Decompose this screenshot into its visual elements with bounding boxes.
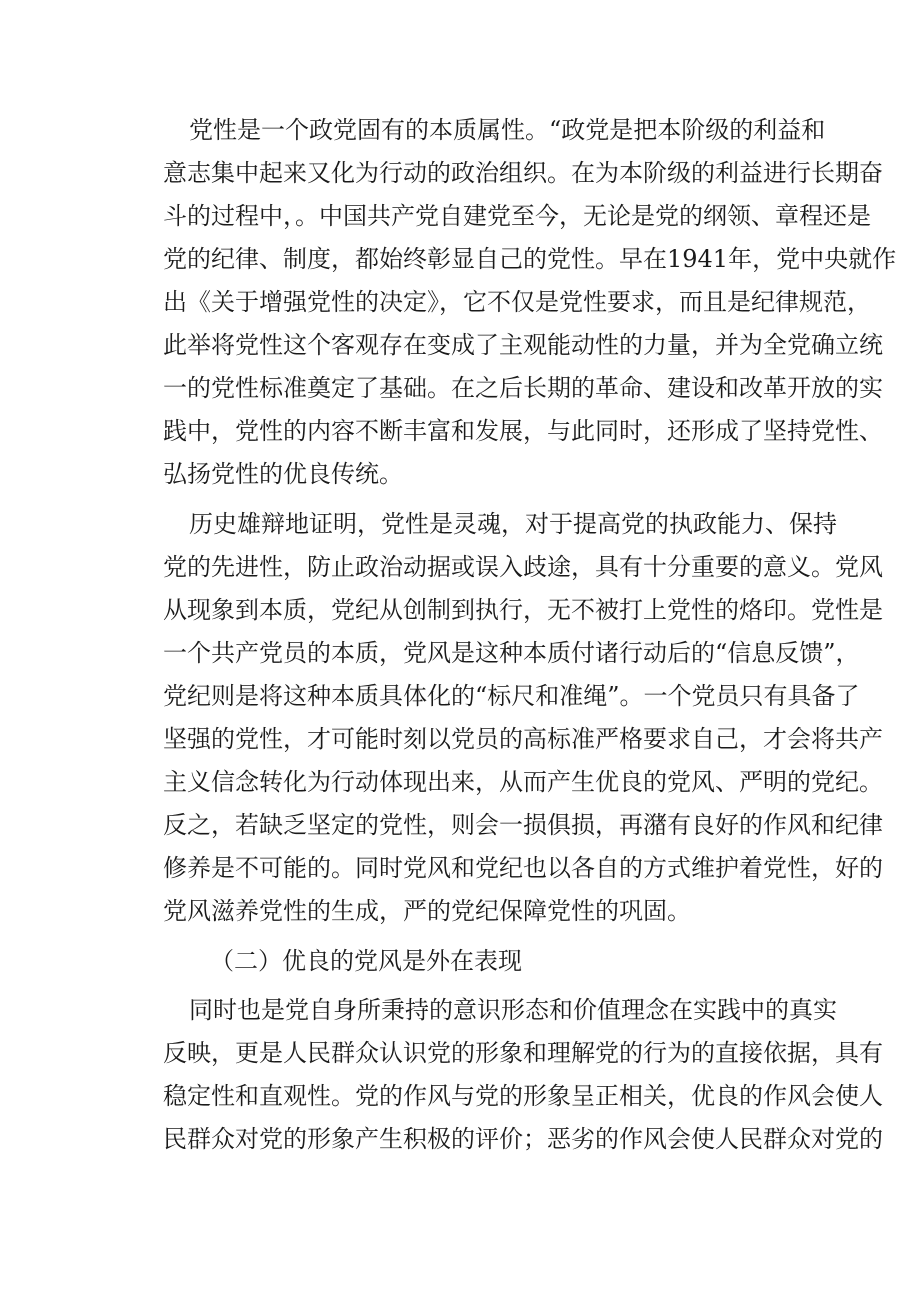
- text-line: 党的先进性，防止政治动据或误入歧途，具有十分重要的意义。党风: [163, 553, 883, 581]
- text-line: 出《关于增强党性的决定》，它不仅是党性要求，而且是纪律规范，: [163, 288, 871, 316]
- text-line: 党纪则是将这种本质具体化的“标尺和准绳”。一个党员只有具备了: [163, 682, 860, 710]
- text-line: 主义信念转化为行动体现出来，从而产生优良的党风、严明的党纪。: [163, 768, 883, 796]
- section-heading: （二）优良的党风是外在表现: [210, 947, 522, 975]
- text-line: 反之，若缺乏坚定的党性，则会一损俱损，再潴有良好的作风和纪律: [163, 811, 883, 839]
- text-line: 稳定性和直观性。党的作风与党的形象呈正相关，优良的作风会使人: [163, 1082, 883, 1110]
- text-line: 一的党性标准奠定了基础。在之后长期的革命、建设和改革开放的实: [163, 374, 883, 402]
- text-line: 党风滋养党性的生成，严的党纪保障党性的巩固。: [163, 897, 691, 925]
- text-line: 历史雄辩地证明，党性是灵魂，对于提高党的执政能力、保持: [189, 510, 837, 538]
- text-line: 意志集中起来又化为行动的政治组织。在为本阶级的利益进行长期奋: [163, 159, 883, 187]
- text-line: 从现象到本质，党纪从创制到执行，无不被打上党性的烙印。党性是: [163, 596, 883, 624]
- text-line: 同时也是党自身所秉持的意识形态和价值理念在实践中的真实: [189, 996, 837, 1024]
- text-line: 斗的过程中，。中国共产党自建党至今，无论是党的纲领、章程还是: [163, 202, 871, 230]
- text-line: 党的纪律、制度，都始终彰显自己的党性。早在1941年，党中央就作: [163, 245, 897, 273]
- text-line: 民群众对党的形象产生积极的评价；恶劣的作风会使人民群众对党的: [163, 1125, 883, 1153]
- text-line: 坚强的党性，才可能时刻以党员的高标准严格要求自己，才会将共产: [163, 725, 883, 753]
- text-line: 践中，党性的内容不断丰富和发展，与此同时，还形成了坚持党性、: [163, 417, 883, 445]
- text-line: 此举将党性这个客观存在变成了主观能动性的力量，并为全党确立统: [163, 331, 883, 359]
- text-line: 修养是不可能的。同时党风和党纪也以各自的方式维护着党性，好的: [163, 854, 883, 882]
- text-line: 反映，更是人民群众认识党的形象和理解党的行为的直接依据，具有: [163, 1039, 883, 1067]
- text-line: 弘扬党性的优良传统。: [163, 460, 403, 488]
- text-line: 党性是一个政党固有的本质属性。“政党是把本阶级的利益和: [189, 116, 826, 144]
- text-line: 一个共产党员的本质，党风是这种本质付诸行动后的“信息反馈”，: [163, 639, 860, 667]
